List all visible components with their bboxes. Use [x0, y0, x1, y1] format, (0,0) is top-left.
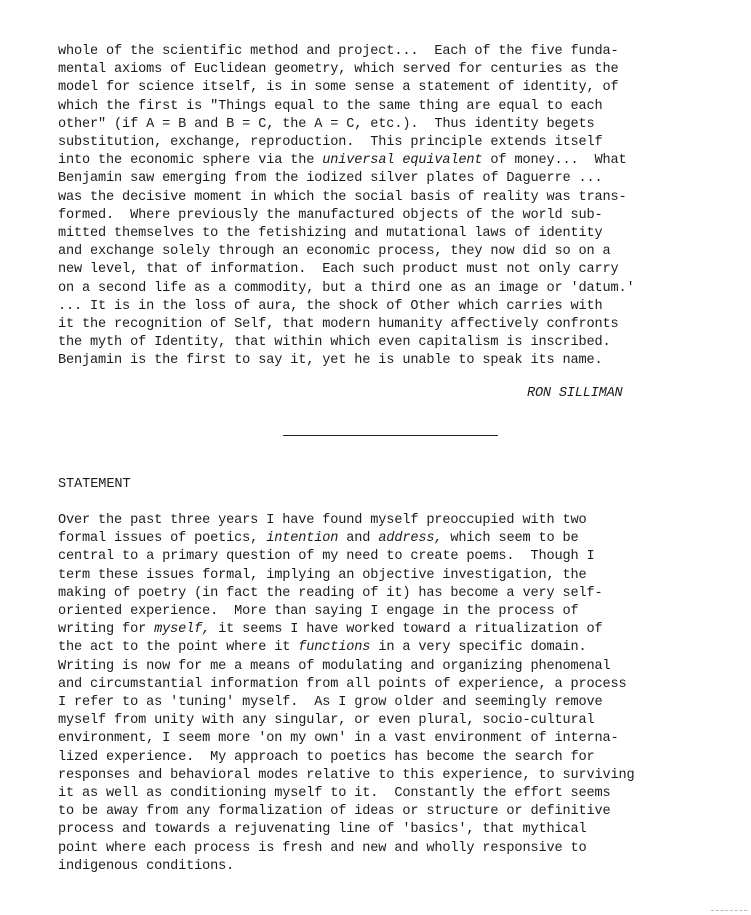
statement-line: it as well as conditioning myself to it. Constantly the effort seems — [58, 786, 611, 802]
statement-text: in a very specific domain. — [370, 640, 587, 656]
statement-line: indigenous conditions. — [58, 858, 235, 874]
statement-text: which seem to be — [442, 531, 579, 547]
quote-line: was the decisive moment in which the social basis of reality was trans- — [58, 189, 627, 205]
quote-line: other" (if A = B and B = C, the A = C, etc.). Thus identity begets — [58, 116, 595, 132]
statement-line: I refer to as 'tuning' myself. As I grow older and seemingly remove — [58, 695, 603, 711]
statement-line: and circumstantial information from all points of experience, a process — [58, 676, 627, 692]
quote-line: and exchange solely through an economic process, they now did so on a — [58, 244, 611, 260]
section-heading: STATEMENT — [58, 477, 131, 492]
author-signature: RON SILLIMAN — [527, 386, 623, 401]
italic-phrase: functions — [298, 640, 371, 656]
statement-line: environment, I seem more 'on my own' in a vast environment of interna- — [58, 731, 619, 747]
statement-line — [58, 621, 748, 639]
quote-line: model for science itself, is in some sense a statement of identity, of — [58, 80, 619, 96]
quote-line: Benjamin is the first to say it, yet he is unable to speak its name. — [58, 353, 603, 369]
quote-line: which the first is "Things equal to the same thing are equal to each — [58, 98, 603, 114]
statement-line: making of poetry (in fact the reading of it) has become a very self- — [58, 585, 603, 601]
statement-text: and — [338, 531, 379, 547]
statement-line: point where each process is fresh and new and wholly responsive to — [58, 840, 587, 856]
quote-line: on a second life as a commodity, but a third one as an image or 'datum.' — [58, 280, 635, 296]
statement-line: process and towards a rejuvenating line of 'basics', that mythical — [58, 822, 587, 838]
quote-line: substitution, exchange, reproduction. This principle extends itself — [58, 135, 603, 151]
statement-line: central to a primary question of my need to create poems. Though I — [58, 549, 595, 565]
quote-line: Benjamin saw emerging from the iodized silver plates of Daguerre ... — [58, 171, 603, 187]
statement-line — [58, 530, 748, 548]
statement-line: responses and behavioral modes relative to this experience, to surviving — [58, 767, 635, 783]
quote-line: formed. Where previously the manufactured objects of the world sub- — [58, 207, 603, 223]
statement-text: writing for — [58, 622, 155, 638]
section-divider — [283, 435, 498, 436]
quote-line: mitted themselves to the fetishizing and mutational laws of identity — [58, 226, 603, 242]
quote-text: of money... What — [482, 153, 627, 169]
quote-line: it the recognition of Self, that modern humanity affectively confronts — [58, 317, 619, 333]
statement-line: Writing is now for me a means of modulating and organizing phenomenal — [58, 658, 611, 674]
statement-text: the act to the point where it — [58, 640, 299, 656]
statement-text: it seems I have worked toward a ritualization of — [210, 622, 603, 638]
quote-line: new level, that of information. Each such product must not only carry — [58, 262, 619, 278]
scan-edge-mark — [711, 910, 747, 911]
quote-line: the myth of Identity, that within which even capitalism is inscribed. — [58, 335, 611, 351]
statement-line: myself from unity with any singular, or even plural, socio-cultural — [58, 713, 595, 729]
italic-phrase: universal equivalent — [322, 153, 483, 169]
quote-paragraph — [58, 43, 748, 371]
quote-line — [58, 152, 748, 170]
quote-line: whole of the scientific method and project... Each of the five funda- — [58, 44, 619, 59]
quote-text: into the economic sphere via the — [58, 153, 323, 169]
statement-paragraph — [58, 512, 748, 876]
quote-line: ... It is in the loss of aura, the shock of Other which carries with — [58, 298, 603, 314]
italic-phrase: myself, — [154, 622, 211, 638]
quote-line: mental axioms of Euclidean geometry, which served for centuries as the — [58, 62, 619, 78]
statement-line: Over the past three years I have found myself preoccupied with two — [58, 513, 587, 528]
statement-text: formal issues of poetics, — [58, 531, 267, 547]
italic-phrase: address, — [378, 531, 443, 547]
italic-phrase: intention — [266, 531, 339, 547]
statement-line — [58, 639, 748, 657]
statement-line: to be away from any formalization of ideas or structure or definitive — [58, 804, 611, 820]
statement-line: lized experience. My approach to poetics has become the search for — [58, 749, 595, 765]
statement-line: oriented experience. More than saying I engage in the process of — [58, 604, 579, 620]
statement-line: term these issues formal, implying an objective investigation, the — [58, 567, 587, 583]
